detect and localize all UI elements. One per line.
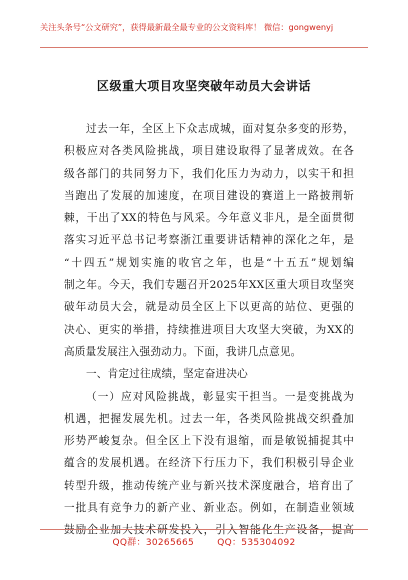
section-heading: 一、肯定过往成绩，坚定奋进决心 — [86, 368, 248, 381]
body-line: 转型升级，推动传统产业与新兴技术深度融合，培育出了 — [64, 479, 354, 492]
body-line: 机遇，把握发展先机。过去一年，各类风险挑战交织叠加 — [64, 412, 354, 425]
body-line: 棘，干出了XX的特色与风采。今年意义非凡，是全面贯彻 — [64, 212, 354, 225]
header-divider — [40, 47, 368, 48]
document-body — [64, 118, 354, 542]
page-footer — [0, 535, 408, 548]
body-line: 高质量发展注入强劲动力。下面，我讲几点意见。 — [64, 345, 302, 358]
body-line: 一批具有竞争力的新产业、新业态。例如，在制造业领域 — [64, 502, 354, 515]
body-line: 制之年。今天，我们专题召开2025年XX区重大项目攻坚突 — [64, 279, 354, 292]
footer-divider — [40, 529, 368, 530]
body-line: “十四五”规划实施的收官之年，也是“十五五”规划编 — [64, 256, 354, 269]
body-line: 级各部门的共同努力下，我们化压力为动力，以实干和担 — [64, 167, 354, 180]
body-line: 落实习近平总书记考察浙江重要讲话精神的深化之年，是 — [64, 234, 354, 247]
body-line: 蕴含的发展机遇。在经济下行压力下，我们积极引导企业 — [64, 457, 354, 470]
body-line: 鼓励企业加大技术研发投入，引入智能化生产设备，提高 — [64, 524, 354, 537]
body-line: 形势严峻复杂。但全区上下没有退缩，而是敏锐捕捉其中 — [64, 435, 354, 448]
body-line: 当跑出了发展的加速度，在项目建设的赛道上一路披荆斩 — [64, 189, 354, 202]
body-line: 破年动员大会，就是动员全区上下以更高的站位、更强的 — [64, 301, 354, 314]
footer-qq: QQ：535304092 — [217, 538, 296, 548]
body-line: （一）应对风险挑战，彰显实干担当。一是变挑战为 — [86, 390, 354, 403]
body-line: 积极应对各类风险挑战，项目建设取得了显著成效。在各 — [64, 145, 354, 158]
body-line: 决心、更实的举措，持续推进项目大攻坚大突破，为XX的 — [64, 323, 354, 336]
page-header-notice: 关注头条号“公文研究”，获得最新最全最专业的公文资料库！ 微信：gongwenyj — [40, 22, 334, 32]
body-line: 过去一年，全区上下众志成城，面对复杂多变的形势， — [86, 123, 354, 135]
document-title: 区级重大项目攻坚突破年动员大会讲话 — [96, 79, 312, 93]
footer-qq-group: QQ群：30265665 — [112, 538, 195, 548]
